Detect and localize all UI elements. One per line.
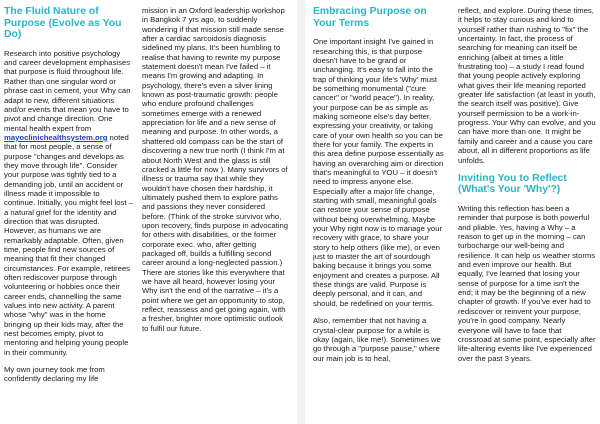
column-1 bbox=[4, 6, 133, 424]
section-heading-inviting-reflect: Inviting You to Reflect (What's Your 'Why'?) bbox=[458, 172, 567, 196]
mayo-clinic-link[interactable]: mayoclinichealthsystem.org bbox=[4, 132, 108, 142]
column-2 bbox=[142, 6, 288, 424]
paragraph bbox=[4, 49, 133, 357]
paragraph: Writing this reflection has been a reminder that purpose is both powerful and pliable. Yes, having a Why – a reason to get up in the morning – can turbocharge our well-being and resilience. It can help us weather storms and even improve our health. But equally, I've learned that losing your sense of purpose for a time isn't the end; it may be the beginning of a new chapter of growth. If you've ever had to rediscover or reinvent your purpose, you're in good company. Nearly everyone will have to face that crossroad at some point, especially after life-altering events like I've experienced over the past 3 years. bbox=[458, 204, 596, 363]
page-gutter bbox=[297, 0, 305, 424]
paragraph: One important insight I've gained in researching this, is that purpose doesn't have to be grand or unchanging. It's easy to fall into the trap of thinking your life's 'Why' must be something monumental ("cure cancer" or "world peace"). In reality, your purpose can be as simple as making someone else's day better, expressing your creativity, or taking care of your own health so you can be there for your family. The experts in this area define purpose essentially as having an overarching aim or direction that's meaningful to YOU – it doesn't need to impress anyone else. Especially after a major life change, starting with small, meaningful goals can restore your sense of purpose without being overwhelming. Maybe your Why right now is to manage your recovery with grace, to share your story to help others (like me), or even just to master the art of sourdough baking because it brings you some enjoyment and creates a purpose. All these things are valid. Purpose is deeply personal, and it can, and should, be redefined on your terms. bbox=[313, 37, 444, 308]
paragraph: mission in an Oxford leadership workshop in Bangkok 7 yrs ago, to suddenly wondering if that mission still made sense after a cardiac sarcoidosis diagnosis sidelined my plans. It's been humbling to realise that having to rewrite my purpose statement doesn't mean I've failed – it means I'm growing and adapting. In psychology, there's even a silver lining known as post-traumatic growth: people who endure profound challenges sometimes emerge with a renewed appreciation for life and a new sense of meaning and purpose. In other words, a shattered old compass can be the start of discovering a new true north (I think I'm at about North West and the glass is still cracked a little for now ). Many survivors of illness or trauma say that while they wouldn't have chosen their hardship, it ultimately pushed them to explore paths and passions they never considered before. (Think of the stroke survivor who, upon recovery, finds purpose in advocating for others with disabilities, or the former corporate exec. who, after getting packaged off, builds a fulfilling second career around a long-neglected passion.) There are stories like this everywhere that we have all heard, however losing your Why isn't the end of the narrative – it's a point where we get an opportunity to stop, reflect, reassess and get going again, with a fresher, brighter more optimistic outlook to fulfil our future. bbox=[142, 6, 288, 333]
paragraph: reflect, and explore. During these times, it helps to stay curious and kind to yourself rather than rushing to "fix" the uncertainty. In fact, the process of searching for meaning can itself be enriching (albeit at times a little frustrating too) – a study I read found that young people actively exploring what gives their life meaning reported greater life satisfaction (at least in youth, the search itself was positive). Give yourself permission to be a work-in-progress. Your Why can evolve, and you can have more than one. It might be family and career and a cause you care about, all in different proportions as life unfolds. bbox=[458, 6, 596, 165]
paragraph-text: Research into positive psychology and career development emphasises that purpose is fluid throughout life. Rather than one singular word or phrase cast in cement, your Why can adapt to new, different situations and/or events that mean you have to pivot and change direction. One mental health expert from bbox=[4, 48, 131, 133]
column-4 bbox=[458, 6, 596, 424]
section-heading-fluid-nature: The Fluid Nature of Purpose (Evolve as You Do) bbox=[4, 6, 122, 41]
column-3 bbox=[313, 6, 446, 424]
paragraph: My own journey took me from confidently declaring my life bbox=[4, 365, 105, 384]
paragraph: Also, remember that not having a crystal-clear purpose for a while is okay (again, like me!). Sometimes we go through a "purpose pause," where our main job is to heal, bbox=[313, 316, 441, 363]
paragraph-text: noted that for most people, a sense of purpose "changes and develops as they move through life". Consider your purpose was tightly tied to a demanding job, until an accident or illness made it impossible to continue. Initially, you might feel lost – a natural grief for the identity and direction that was disrupted. However, as humans we are remarkably adaptable. Often, given time, people find new sources of meaning that fit their changed circumstances. For example, retirees often rediscover purpose through volunteering or hobbies once their career ends, channelling the same values into new activity. A parent whose "why" was in the home bringing up their kids may, after the nest becomes empty, pivot to mentoring and helping young people in their community. bbox=[4, 132, 133, 357]
section-heading-embracing-purpose: Embracing Purpose on Your Terms bbox=[313, 6, 427, 29]
